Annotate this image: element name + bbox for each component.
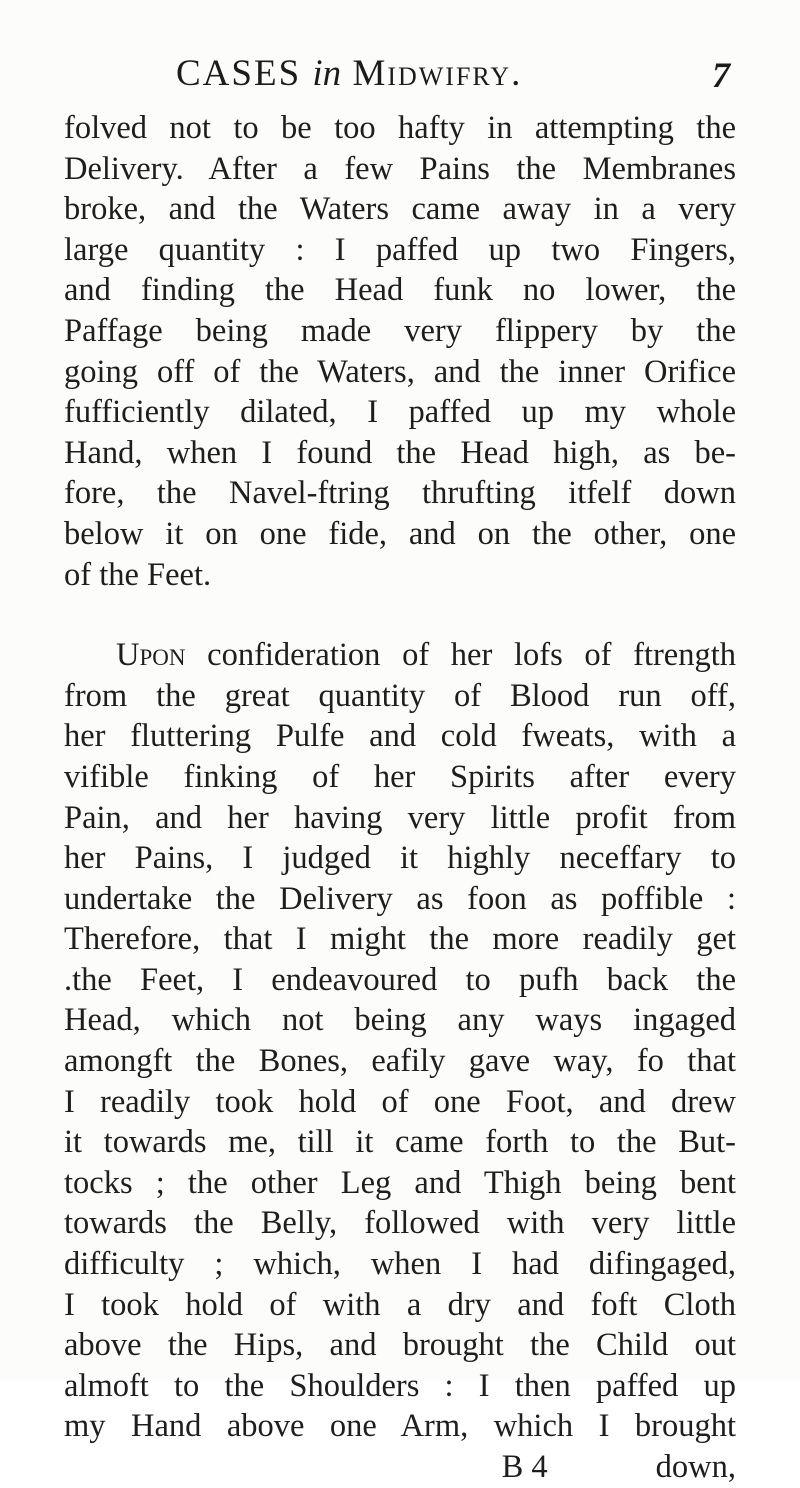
- text-line: fufficiently dilated, I paffed up my whole: [64, 394, 736, 431]
- text-line: I readily took hold of one Foot, and drew: [64, 1083, 736, 1120]
- text-line: and finding the Head funk no lower, the: [64, 272, 736, 309]
- text-line: towards the Belly, followed with very little: [64, 1205, 736, 1242]
- first-line-rest: confideration of her lofs of ftrength: [207, 637, 736, 674]
- text-line: difficulty ; which, when I had difingaged,: [64, 1246, 736, 1283]
- text-line: broke, and the Waters came away in a very: [64, 191, 736, 228]
- text-line: .the Feet, I endeavoured to pufh back the: [64, 961, 736, 998]
- paragraph-1: [64, 108, 736, 595]
- paragraph-initial-word: Upon: [116, 637, 186, 674]
- running-head-in: in: [312, 53, 342, 94]
- text-line: my Hand above one Arm, which I brought: [64, 1408, 736, 1445]
- text-line: tocks ; the other Leg and Thigh being bent: [64, 1164, 736, 1201]
- text-line: vifible finking of her Spirits after every: [64, 758, 736, 795]
- text-line: I took hold of with a dry and foft Cloth: [64, 1286, 736, 1323]
- paragraph-2: [64, 635, 736, 1447]
- page-footer: [64, 1447, 736, 1488]
- text-line: going off of the Waters, and the inner Orifice: [64, 353, 736, 390]
- running-head-midwifry: Midwifry.: [352, 53, 523, 94]
- text-line: below it on one fide, and on the other, one: [64, 515, 736, 552]
- running-head: [150, 52, 730, 102]
- text-line-first: [64, 635, 736, 676]
- text-line: undertake the Delivery as foon as poffible :: [64, 880, 736, 917]
- text-line: Head, which not being any ways ingaged: [64, 1002, 736, 1039]
- page-number: 7: [712, 55, 730, 95]
- catchword: down,: [655, 1449, 736, 1485]
- text-line: fore, the Navel-ftring thrufting itfelf down: [64, 475, 736, 512]
- text-line: her fluttering Pulfe and cold fweats, with a: [64, 718, 736, 755]
- text-line: her Pains, I judged it highly neceffary to: [64, 840, 736, 877]
- text-line: almoft to the Shoulders : I then paffed up: [64, 1367, 736, 1404]
- text-line: from the great quantity of Blood run off,: [64, 677, 736, 714]
- paragraph-gap: [64, 595, 736, 635]
- text-line: Hand, when I found the Head high, as be-: [64, 434, 736, 471]
- text-line: amongft the Bones, eafily gave way, fo that: [64, 1043, 736, 1080]
- text-line: Paffage being made very flippery by the: [64, 312, 736, 349]
- signature-mark: B 4: [501, 1449, 548, 1485]
- text-line: it towards me, till it came forth to the But-: [64, 1124, 736, 1161]
- text-line: large quantity : I paffed up two Fingers,: [64, 231, 736, 268]
- text-line: folved not to be too hafty in attempting the: [64, 110, 736, 146]
- text-line: Therefore, that I might the more readily get: [64, 921, 736, 958]
- text-line: of the Feet.: [64, 556, 212, 593]
- text-line: above the Hips, and brought the Child out: [64, 1327, 736, 1364]
- text-line: Delivery. After a few Pains the Membranes: [64, 150, 736, 187]
- body-text: [64, 108, 736, 1488]
- running-head-title: [176, 52, 522, 95]
- text-line: Pain, and her having very little profit from: [64, 799, 736, 836]
- running-head-cases: CASES: [176, 53, 302, 94]
